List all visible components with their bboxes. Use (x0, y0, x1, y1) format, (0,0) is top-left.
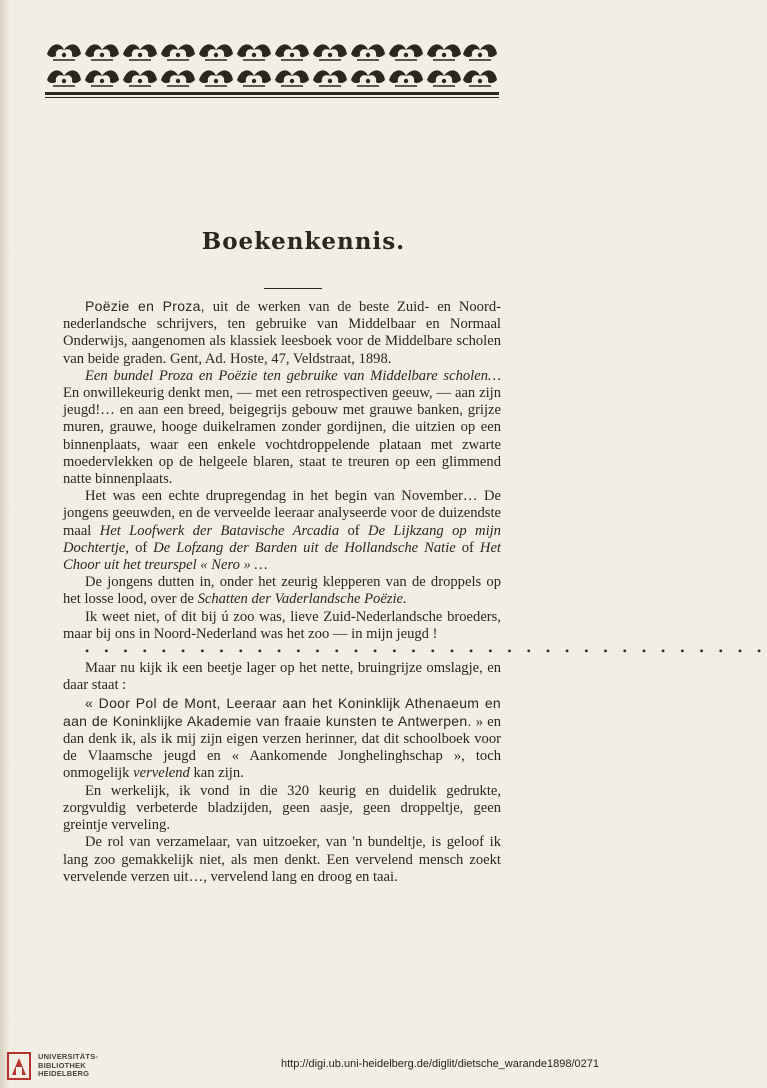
italic-text: Schatten der Vaderlandsche Poëzie. (197, 591, 407, 608)
paragraph-text: » en dan denk ik, als ik mij zijn eigen verzen herinner, dat dit schoolboek voor de Vlaamsche jeugd en « Aankomende Jonghelinghschap », toch onmogelijk (63, 713, 501, 782)
book-title: Poëzie en Proza, (85, 298, 205, 314)
paragraph-4 (63, 574, 501, 608)
library-name (38, 1053, 98, 1079)
italic-text: vervelend (133, 765, 190, 782)
paragraph-text: Het was een echte drupregendag in het begin van November… De jongens geeuwden, en de verveelde leeraar analyseerde voor de duizendste maal (63, 488, 501, 539)
paragraph-text: kan zijn. (189, 765, 244, 782)
library-logo[interactable] (6, 1049, 99, 1085)
italic-text: De Lijkzang op mijn Dochtertje, (63, 522, 501, 556)
paragraph-7 (63, 695, 501, 783)
paragraph-text: En werkelijk, ik vond in die 320 keurig en duidelik gedrukte, zorgvuldig verbeterde bladzijden, geen aasje, geen droppeltje, geen greintje verveling. (63, 782, 501, 834)
italic-text: Het Choor uit het treurspel « Nero » … (63, 539, 501, 574)
italic-text: Een bundel Proza en Poëzie ten gebruike van Middelbare scholen… (85, 367, 501, 384)
paragraph-text: of (129, 539, 154, 556)
article-body (63, 298, 767, 886)
digitization-footer (0, 1044, 607, 1088)
italic-text: Het Loofwerk der Batavische Arcadia (99, 522, 340, 539)
paragraph-text: De rol van verzamelaar, van uitzoeker, van 'n bundeltje, is geloof ik lang zoo gemakkelijk niet, als men denkt. Een vervelend mensch zoekt vervelende verzen uit…, vervelend lang en droog en taai. (63, 834, 501, 885)
header-rule-thin (45, 97, 499, 98)
page-title: Boekenkennis. (201, 228, 406, 255)
source-url-link[interactable]: http://digi.ub.uni-heidelberg.de/diglit/dietsche_warande1898/0271 (280, 1058, 599, 1070)
library-name-line: HEIDELBERG (38, 1069, 90, 1078)
paragraph-6 (63, 660, 501, 694)
paragraph-text: of (339, 522, 369, 539)
paragraph-9 (63, 834, 501, 886)
paragraph-3 (63, 488, 501, 574)
paragraph-text: of (455, 539, 480, 556)
page-gutter-shadow (0, 0, 10, 1088)
paragraph-text: uit de werken van de beste Zuid- en Noord-nederlandsche schrijvers, ten gebruike van Middelbaar en Normaal Onderwijs, aangenomen als klassiek leesboek voor de Middelbare scholen van beide graden. Gent, Ad. Hoste, 47, Veldstraat, 1898. (63, 299, 501, 367)
paragraph-2 (63, 368, 501, 488)
library-name-line: UNIVERSITÄTS- (38, 1052, 99, 1061)
floral-border-ornament-icon (45, 40, 499, 94)
heidelberg-library-logo-icon (6, 1049, 34, 1083)
italic-text: De Lofzang der Barden uit de Hollandsche Natie (153, 539, 456, 556)
title-underline (264, 288, 322, 289)
header-rule-thick (45, 92, 499, 95)
paragraph-text: Ik weet niet, of dit bij ú zoo was, lieve Zuid-Nederlandsche broeders, maar bij ons in Noord-Nederland was het zoo — in mijn jeugd ! (63, 608, 501, 642)
paragraph-8 (63, 783, 501, 835)
paragraph-text: Maar nu kijk ik een beetje lager op het nette, bruingrijze omslagje, en daar staat : (63, 660, 501, 694)
paragraph-5 (63, 609, 501, 643)
section-divider-dots: • • • • • • • • • • • • • • • • • • • • • • • • • • • • • • • • • • • • (85, 644, 767, 659)
library-name-line: BIBLIOTHEK (38, 1060, 86, 1070)
paragraph-text: En onwillekeurig denkt men, — met een retrospectiven geeuw, — aan zijn jeugd!… en aan een breed, beigegrijs gebouw met grauwe banken, grijze muren, grauwe, hooge duikelramen zonder gordijnen, die uitzien op een binnenplaats, waar een enkele vochtdroppelende plataan met zwarte moedervlekken op de helgeele blaren, staat te treuren op een glimmend natte binnenplaats. (63, 385, 501, 488)
author-quote: « Door Pol de Mont, Leeraar aan het Koninklijk Athenaeum en aan de Koninklijke Akademie van fraaie kunsten te Antwerpen. (63, 694, 501, 729)
paragraph-1 (63, 298, 501, 368)
paragraph-text: De jongens dutten in, onder het zeurig klepperen van de droppels op het losse lood, over de (63, 574, 501, 608)
